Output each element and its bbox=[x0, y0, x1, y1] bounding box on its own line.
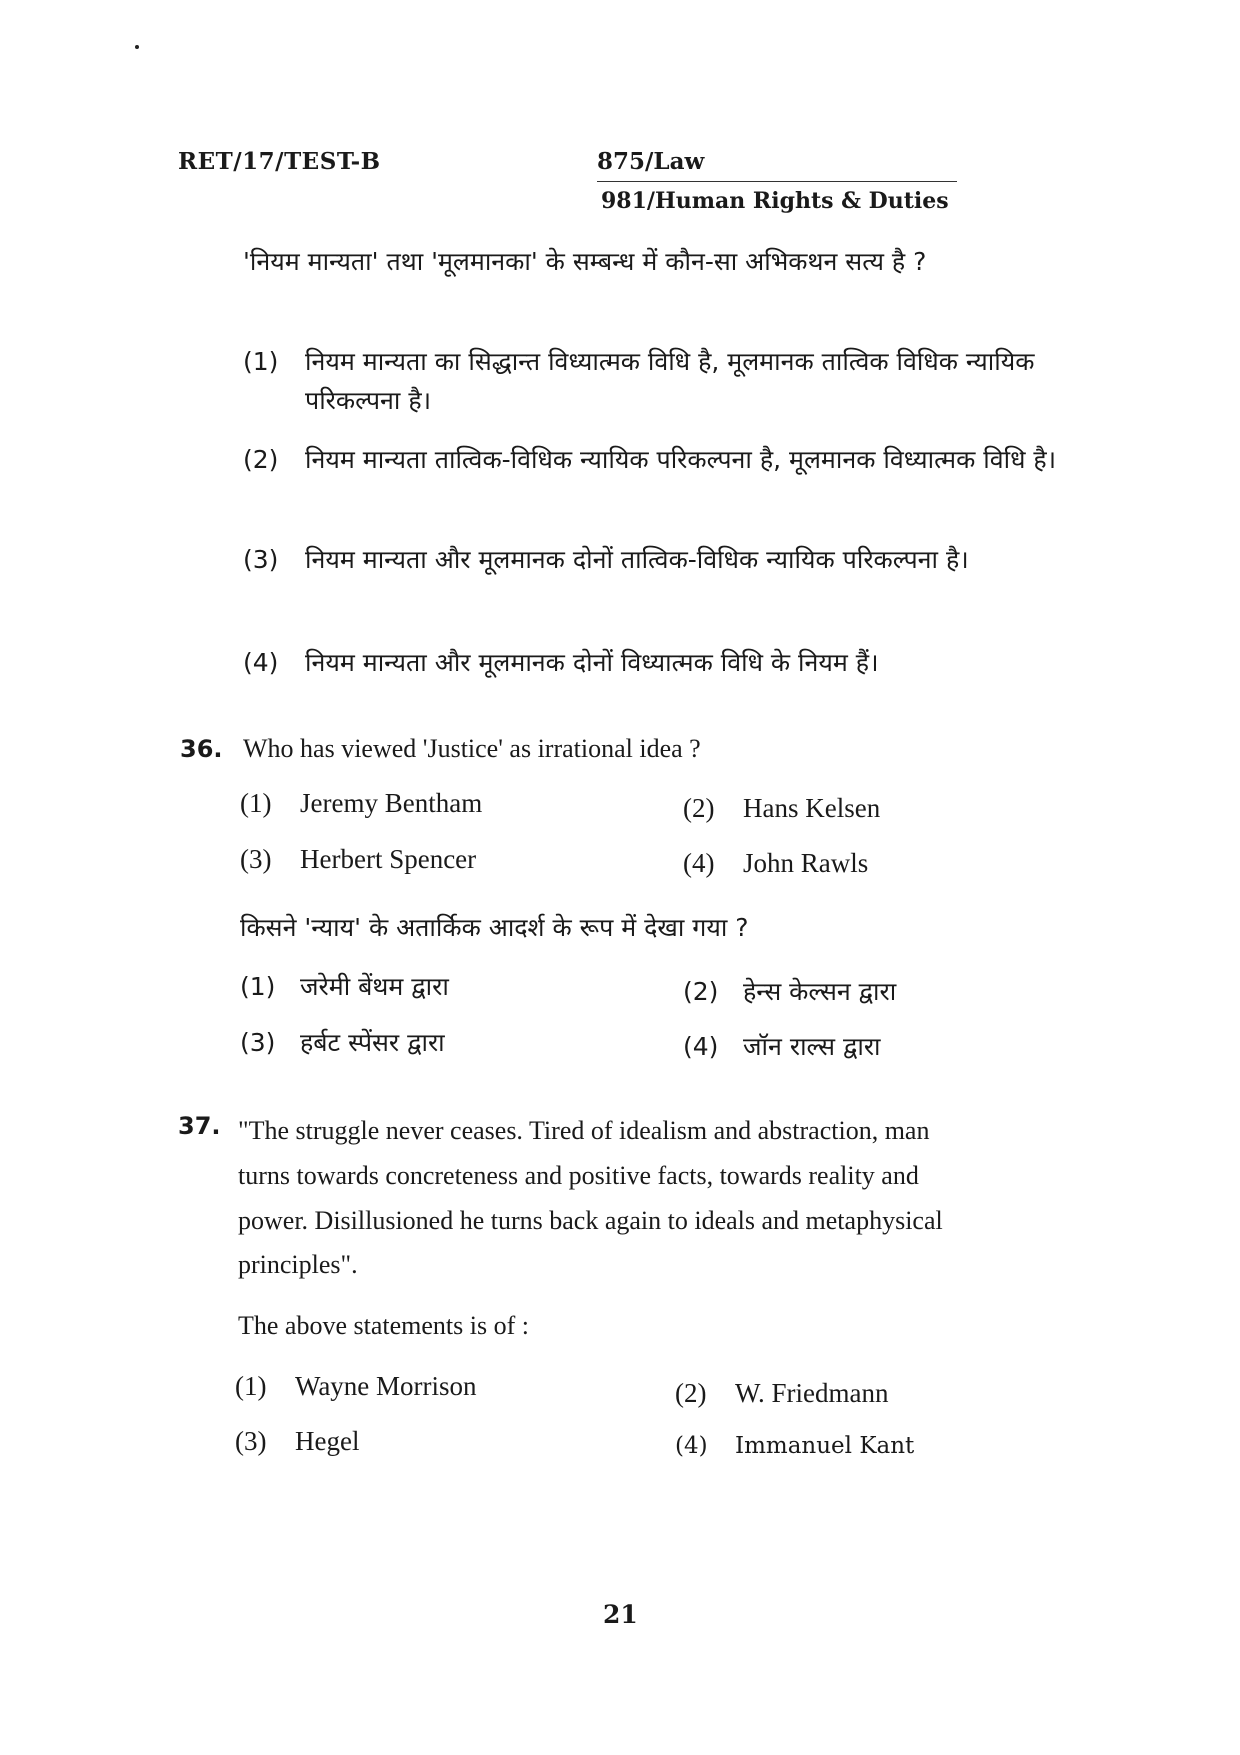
q36-option-1 bbox=[240, 782, 482, 824]
option-text: नियम मान्यता का सिद्धान्त विध्यात्मक विधि है, मूलमानक तात्विक विधिक न्यायिक परिकल्पना है। bbox=[305, 347, 1035, 415]
option-number: (4) bbox=[683, 848, 715, 878]
option-number: (3) bbox=[240, 1028, 276, 1057]
header-divider bbox=[597, 181, 957, 182]
option-number: (3) bbox=[240, 844, 272, 874]
q35-hindi-stem: 'नियम मान्यता' तथा 'मूलमानका' के सम्बन्ध में कौन-सा अभिकथन सत्य है ? bbox=[243, 247, 927, 276]
option-text: Herbert Spencer bbox=[300, 844, 477, 874]
q35-option-1 bbox=[243, 342, 1123, 420]
option-number: (1) bbox=[243, 347, 279, 376]
q35-option-4 bbox=[243, 643, 1123, 682]
q37-option-4 bbox=[675, 1425, 914, 1467]
option-number: (1) bbox=[240, 788, 272, 818]
sub-subject: 981/Human Rights & Duties bbox=[601, 188, 949, 214]
q37-option-2 bbox=[675, 1372, 888, 1414]
option-text: John Rawls bbox=[743, 848, 869, 878]
q36-hindi-option-4 bbox=[683, 1027, 881, 1066]
option-text: जरेमी बेंथम द्वारा bbox=[300, 972, 449, 1001]
q36-option-2 bbox=[683, 787, 880, 829]
option-number: (2) bbox=[683, 977, 719, 1006]
option-number: (2) bbox=[683, 793, 715, 823]
option-text: जॉन राल्स द्वारा bbox=[743, 1032, 881, 1061]
q36-option-3 bbox=[240, 838, 476, 880]
option-number: (1) bbox=[240, 972, 276, 1001]
q37-line-3: power. Disillusioned he turns back again to ideals and metaphysical bbox=[238, 1206, 943, 1235]
q37-line-1: "The struggle never ceases. Tired of idealism and abstraction, man bbox=[238, 1116, 930, 1145]
option-number: (3) bbox=[243, 545, 279, 574]
option-text: Jeremy Bentham bbox=[300, 788, 483, 818]
q37-option-1 bbox=[235, 1365, 477, 1407]
q36-hindi-option-3 bbox=[240, 1023, 445, 1062]
option-text: नियम मान्यता तात्विक-विधिक न्यायिक परिकल्पना है, मूलमानक विध्यात्मक विधि है। bbox=[305, 445, 1057, 474]
option-number: (4) bbox=[243, 648, 279, 677]
option-text: हेन्स केल्सन द्वारा bbox=[743, 977, 897, 1006]
option-text: हर्बट स्पेंसर द्वारा bbox=[300, 1028, 445, 1057]
q35-option-2 bbox=[243, 440, 1123, 479]
subject-code: 875/Law bbox=[597, 148, 705, 175]
q37-option-3 bbox=[235, 1420, 359, 1462]
option-number: (4) bbox=[683, 1032, 719, 1061]
q37-number: 37. bbox=[178, 1112, 221, 1140]
q37-line-4: principles". bbox=[238, 1250, 358, 1279]
page-number: 21 bbox=[603, 1600, 638, 1629]
test-code: RET/17/TEST-B bbox=[178, 148, 381, 175]
option-text: Immanuel Kant bbox=[735, 1433, 915, 1459]
option-text: नियम मान्यता और मूलमानक दोनों तात्विक-विधिक न्यायिक परिकल्पना है। bbox=[305, 545, 969, 574]
q37-line-2: turns towards concreteness and positive facts, towards reality and bbox=[238, 1161, 919, 1190]
q37-prompt: The above statements is of : bbox=[238, 1311, 529, 1340]
option-number: (4) bbox=[675, 1433, 708, 1459]
q35-option-3 bbox=[243, 540, 1123, 579]
scan-dot bbox=[135, 45, 139, 49]
option-text: नियम मान्यता और मूलमानक दोनों विध्यात्मक विधि के नियम हैं। bbox=[305, 648, 879, 677]
q36-number: 36. bbox=[180, 735, 223, 763]
option-text: Hans Kelsen bbox=[743, 793, 881, 823]
q36-hindi-option-2 bbox=[683, 972, 896, 1011]
option-number: (2) bbox=[243, 445, 279, 474]
q36-hindi-option-1 bbox=[240, 967, 449, 1006]
option-number: (1) bbox=[235, 1371, 267, 1401]
q36-hindi-question: किसने 'न्याय' के अतार्किक आदर्श के रूप में देखा गया ? bbox=[240, 913, 749, 942]
option-number: (3) bbox=[235, 1426, 267, 1456]
q36-option-4 bbox=[683, 842, 868, 884]
option-text: W. Friedmann bbox=[735, 1378, 889, 1408]
option-number: (2) bbox=[675, 1378, 707, 1408]
option-text: Wayne Morrison bbox=[295, 1371, 477, 1401]
q36-question: Who has viewed 'Justice' as irrational idea ? bbox=[243, 734, 701, 763]
option-text: Hegel bbox=[295, 1426, 360, 1456]
